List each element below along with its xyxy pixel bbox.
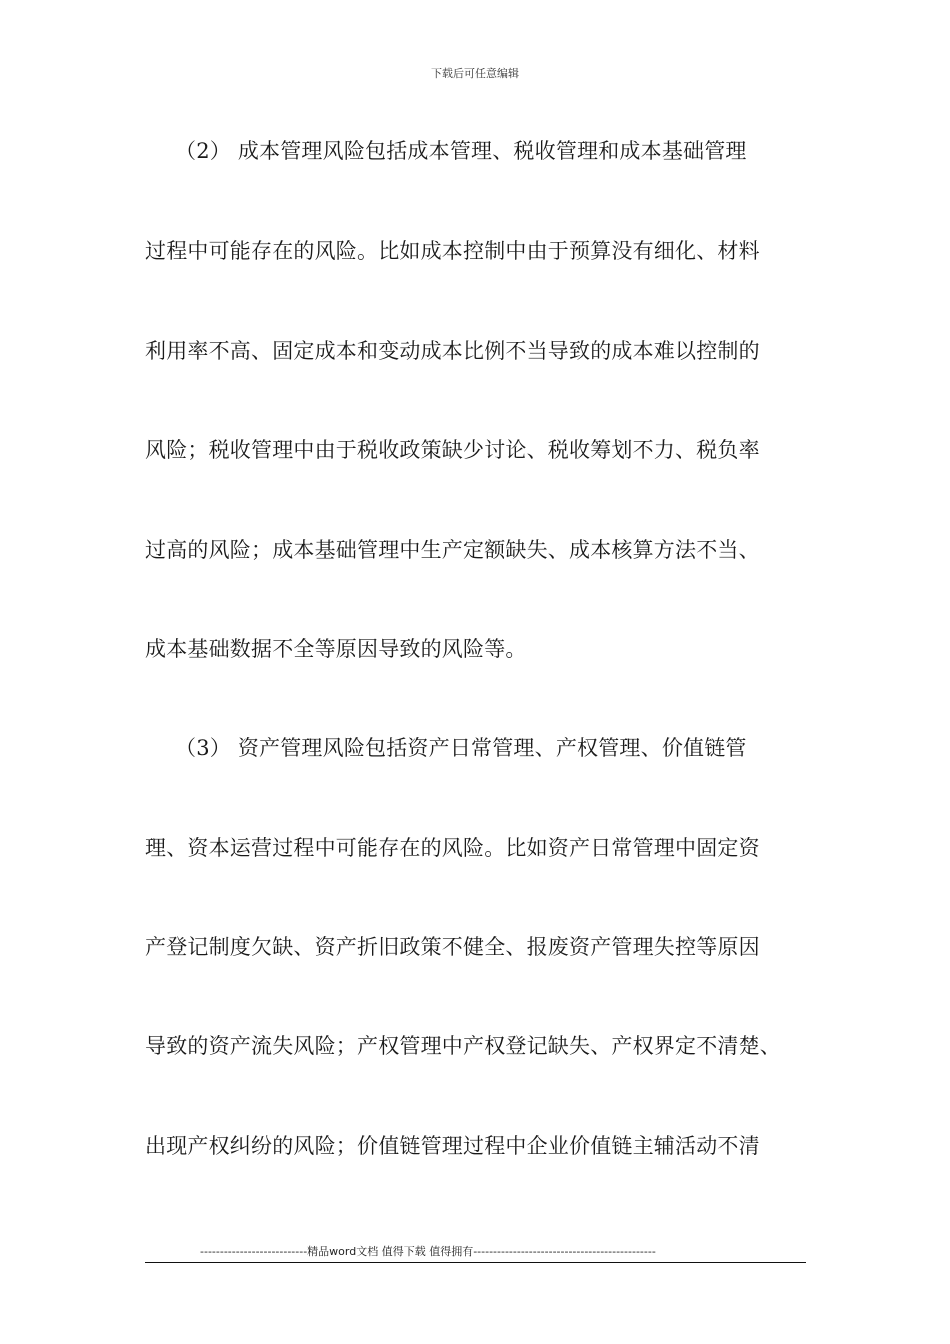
paragraph-2-line-6: 成本基础数据不全等原因导致的风险等。 [145, 637, 527, 661]
paragraph-2-line-3: 利用率不高、固定成本和变动成本比例不当导致的成本难以控制的 [145, 339, 760, 363]
paragraph-3-line-3: 产登记制度欠缺、资产折旧政策不健全、报废资产管理失控等原因 [145, 935, 760, 959]
paragraph-2-line-2: 过程中可能存在的风险。比如成本控制中由于预算没有细化、材料 [145, 239, 760, 263]
paragraph-3-line-1: （3） 资产管理风险包括资产日常管理、产权管理、价值链管 [175, 736, 747, 760]
paragraph-2-line-1: （2） 成本管理风险包括成本管理、税收管理和成本基础管理 [175, 139, 747, 163]
page-footer: ---------------------------精品word文档 值得下载 值得拥有---------------------------------------------- [200, 1245, 656, 1258]
footer-rule [145, 1262, 806, 1263]
paragraph-3-line-2: 理、资本运营过程中可能存在的风险。比如资产日常管理中固定资 [145, 836, 760, 860]
paragraph-2-line-4: 风险；税收管理中由于税收政策缺少讨论、税收筹划不力、税负率 [145, 438, 760, 462]
paragraph-3-line-4: 导致的资产流失风险；产权管理中产权登记缺失、产权界定不清楚、 [145, 1034, 781, 1058]
page-header: 下载后可任意编辑 [431, 67, 519, 80]
paragraph-2-line-5: 过高的风险；成本基础管理中生产定额缺失、成本核算方法不当、 [145, 538, 760, 562]
paragraph-3-line-5: 出现产权纠纷的风险；价值链管理过程中企业价值链主辅活动不清 [145, 1134, 760, 1158]
